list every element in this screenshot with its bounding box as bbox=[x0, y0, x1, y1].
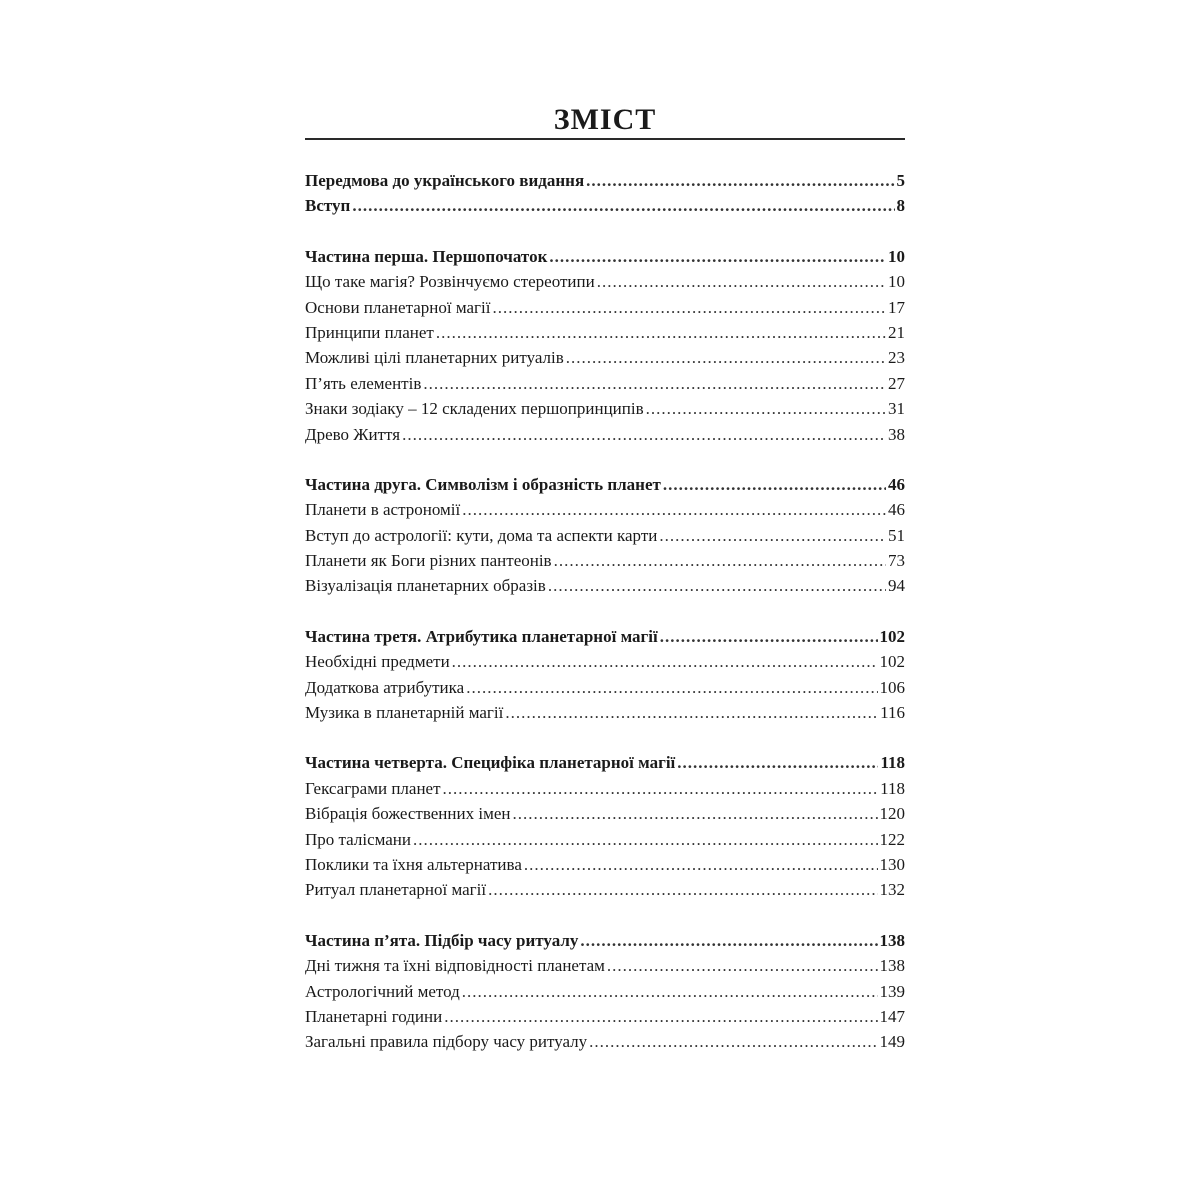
dot-leader bbox=[607, 953, 878, 978]
toc-entry bbox=[305, 548, 905, 573]
dot-leader bbox=[466, 675, 877, 700]
dot-leader bbox=[436, 320, 886, 345]
toc-entry bbox=[305, 776, 905, 801]
toc-page-number: 46 bbox=[888, 474, 905, 494]
toc-entry-label: Основи планетарної магії bbox=[305, 297, 491, 317]
toc-entry-label: Загальні правила підбору часу ритуалу bbox=[305, 1032, 588, 1052]
toc-section bbox=[305, 168, 905, 219]
toc-entry bbox=[305, 523, 905, 548]
dot-leader bbox=[566, 345, 886, 370]
toc-heading-entry bbox=[305, 624, 905, 649]
dot-leader bbox=[462, 979, 878, 1004]
toc-page-number: 138 bbox=[879, 930, 905, 950]
dot-leader bbox=[524, 852, 878, 877]
toc-page-number: 38 bbox=[888, 424, 905, 444]
toc-entry-label: Музика в планетарній магії bbox=[305, 703, 504, 723]
dot-leader bbox=[452, 649, 878, 674]
toc-section bbox=[305, 624, 905, 726]
toc-page-number: 120 bbox=[879, 804, 905, 824]
toc-entry-label: Дні тижня та їхні відповідності планетам bbox=[305, 956, 605, 976]
toc-page-number: 94 bbox=[888, 576, 905, 596]
toc-entry-label: Частина перша. Першопочаток bbox=[305, 246, 548, 266]
title-divider bbox=[305, 138, 905, 140]
dot-leader bbox=[549, 244, 886, 269]
toc-page-number: 27 bbox=[888, 373, 905, 393]
toc-page-number: 31 bbox=[888, 399, 905, 419]
dot-leader bbox=[554, 548, 886, 573]
toc-entry-label: Планети як Боги різних пантеонів bbox=[305, 551, 552, 571]
toc-heading-entry bbox=[305, 244, 905, 269]
toc-section bbox=[305, 244, 905, 447]
toc-entry bbox=[305, 320, 905, 345]
toc-page-number: 8 bbox=[896, 196, 905, 216]
dot-leader bbox=[548, 573, 886, 598]
toc-heading-entry bbox=[305, 928, 905, 953]
toc-entry-label: Вступ bbox=[305, 196, 351, 216]
toc-entry bbox=[305, 396, 905, 421]
toc-entry bbox=[305, 269, 905, 294]
page-title: ЗМІСТ bbox=[553, 103, 657, 136]
dot-leader bbox=[663, 472, 886, 497]
toc-page-number: 130 bbox=[879, 854, 905, 874]
dot-leader bbox=[505, 700, 878, 725]
dot-leader bbox=[402, 422, 886, 447]
dot-leader bbox=[659, 523, 886, 548]
toc-entry-label: Додаткова атрибутика bbox=[305, 677, 465, 697]
toc-entry bbox=[305, 422, 905, 447]
toc-entry-label: Частина друга. Символізм і образність планет bbox=[305, 474, 661, 494]
toc-page-number: 118 bbox=[880, 753, 905, 773]
toc-entry-label: Знаки зодіаку – 12 складених першопринципів bbox=[305, 399, 644, 419]
toc-entry-label: Необхідні предмети bbox=[305, 652, 450, 672]
toc-entry-label: Планетарні години bbox=[305, 1006, 443, 1026]
toc-page-number: 116 bbox=[880, 703, 905, 723]
toc-section bbox=[305, 472, 905, 599]
toc-entry-label: Частина четверта. Специфіка планетарної магії bbox=[305, 753, 676, 773]
toc-entry bbox=[305, 649, 905, 674]
toc-heading-entry bbox=[305, 750, 905, 775]
toc-entry-label: Можливі цілі планетарних ритуалів bbox=[305, 348, 564, 368]
toc-entry bbox=[305, 979, 905, 1004]
toc-entry-label: Планети в астрономії bbox=[305, 500, 461, 520]
toc-entry-label: Що таке магія? Розвінчуємо стереотипи bbox=[305, 272, 595, 292]
table-of-contents bbox=[305, 168, 905, 1055]
toc-entry-label: Частина п’ята. Підбір часу ритуалу bbox=[305, 930, 579, 950]
toc-page-number: 21 bbox=[888, 322, 905, 342]
dot-leader bbox=[580, 928, 877, 953]
dot-leader bbox=[443, 776, 879, 801]
toc-page-number: 10 bbox=[888, 272, 905, 292]
toc-entry bbox=[305, 1029, 905, 1054]
toc-entry bbox=[305, 573, 905, 598]
toc-entry bbox=[305, 295, 905, 320]
dot-leader bbox=[646, 396, 886, 421]
toc-entry-label: Вступ до астрології: кути, дома та аспекти карти bbox=[305, 525, 658, 545]
toc-entry-label: Про талісмани bbox=[305, 829, 411, 849]
toc-entry bbox=[305, 371, 905, 396]
toc-page-number: 51 bbox=[888, 525, 905, 545]
toc-page-number: 102 bbox=[879, 626, 905, 646]
toc-entry-label: Гексаграми планет bbox=[305, 778, 441, 798]
toc-entry-label: Частина третя. Атрибутика планетарної магії bbox=[305, 626, 658, 646]
toc-entry bbox=[305, 675, 905, 700]
toc-entry bbox=[305, 801, 905, 826]
dot-leader bbox=[413, 827, 878, 852]
toc-entry-label: Древо Життя bbox=[305, 424, 401, 444]
dot-leader bbox=[423, 371, 886, 396]
toc-entry-label: Вібрація божественних імен bbox=[305, 804, 511, 824]
dot-leader bbox=[352, 193, 894, 218]
toc-entry-label: Астрологічний метод bbox=[305, 981, 460, 1001]
toc-entry bbox=[305, 852, 905, 877]
dot-leader bbox=[660, 624, 878, 649]
toc-page-number: 102 bbox=[879, 652, 905, 672]
dot-leader bbox=[597, 269, 886, 294]
toc-page-number: 10 bbox=[888, 246, 905, 266]
toc-entry-label: Ритуал планетарної магії bbox=[305, 880, 487, 900]
toc-entry-label: Візуалізація планетарних образів bbox=[305, 576, 546, 596]
dot-leader bbox=[444, 1004, 877, 1029]
toc-page-number: 118 bbox=[880, 778, 905, 798]
toc-entry-label: Принципи планет bbox=[305, 322, 434, 342]
toc-section bbox=[305, 750, 905, 902]
dot-leader bbox=[586, 168, 894, 193]
toc-entry-label: П’ять елементів bbox=[305, 373, 422, 393]
toc-heading-entry bbox=[305, 168, 905, 193]
toc-page-number: 23 bbox=[888, 348, 905, 368]
dot-leader bbox=[462, 497, 886, 522]
toc-page-number: 122 bbox=[879, 829, 905, 849]
toc-page-number: 149 bbox=[879, 1032, 905, 1052]
toc-page-number: 46 bbox=[888, 500, 905, 520]
toc-page-number: 17 bbox=[888, 297, 905, 317]
toc-heading-entry bbox=[305, 472, 905, 497]
dot-leader bbox=[488, 877, 877, 902]
toc-page-number: 73 bbox=[888, 551, 905, 571]
toc-entry bbox=[305, 700, 905, 725]
toc-entry bbox=[305, 827, 905, 852]
dot-leader bbox=[512, 801, 877, 826]
toc-section bbox=[305, 928, 905, 1055]
toc-page-number: 138 bbox=[879, 956, 905, 976]
toc-entry bbox=[305, 953, 905, 978]
toc-page-number: 147 bbox=[879, 1006, 905, 1026]
toc-entry-label: Передмова до українського видання bbox=[305, 171, 585, 190]
toc-entry bbox=[305, 345, 905, 370]
toc-page-number: 106 bbox=[879, 677, 905, 697]
dot-leader bbox=[492, 295, 886, 320]
toc-entry bbox=[305, 877, 905, 902]
toc-page-number: 139 bbox=[879, 981, 905, 1001]
toc-page-number: 132 bbox=[879, 880, 905, 900]
toc-heading-entry bbox=[305, 193, 905, 218]
toc-entry bbox=[305, 497, 905, 522]
dot-leader bbox=[589, 1029, 877, 1054]
toc-entry bbox=[305, 1004, 905, 1029]
toc-page-number: 5 bbox=[896, 171, 905, 190]
toc-entry-label: Поклики та їхня альтернатива bbox=[305, 854, 522, 874]
dot-leader bbox=[677, 750, 878, 775]
